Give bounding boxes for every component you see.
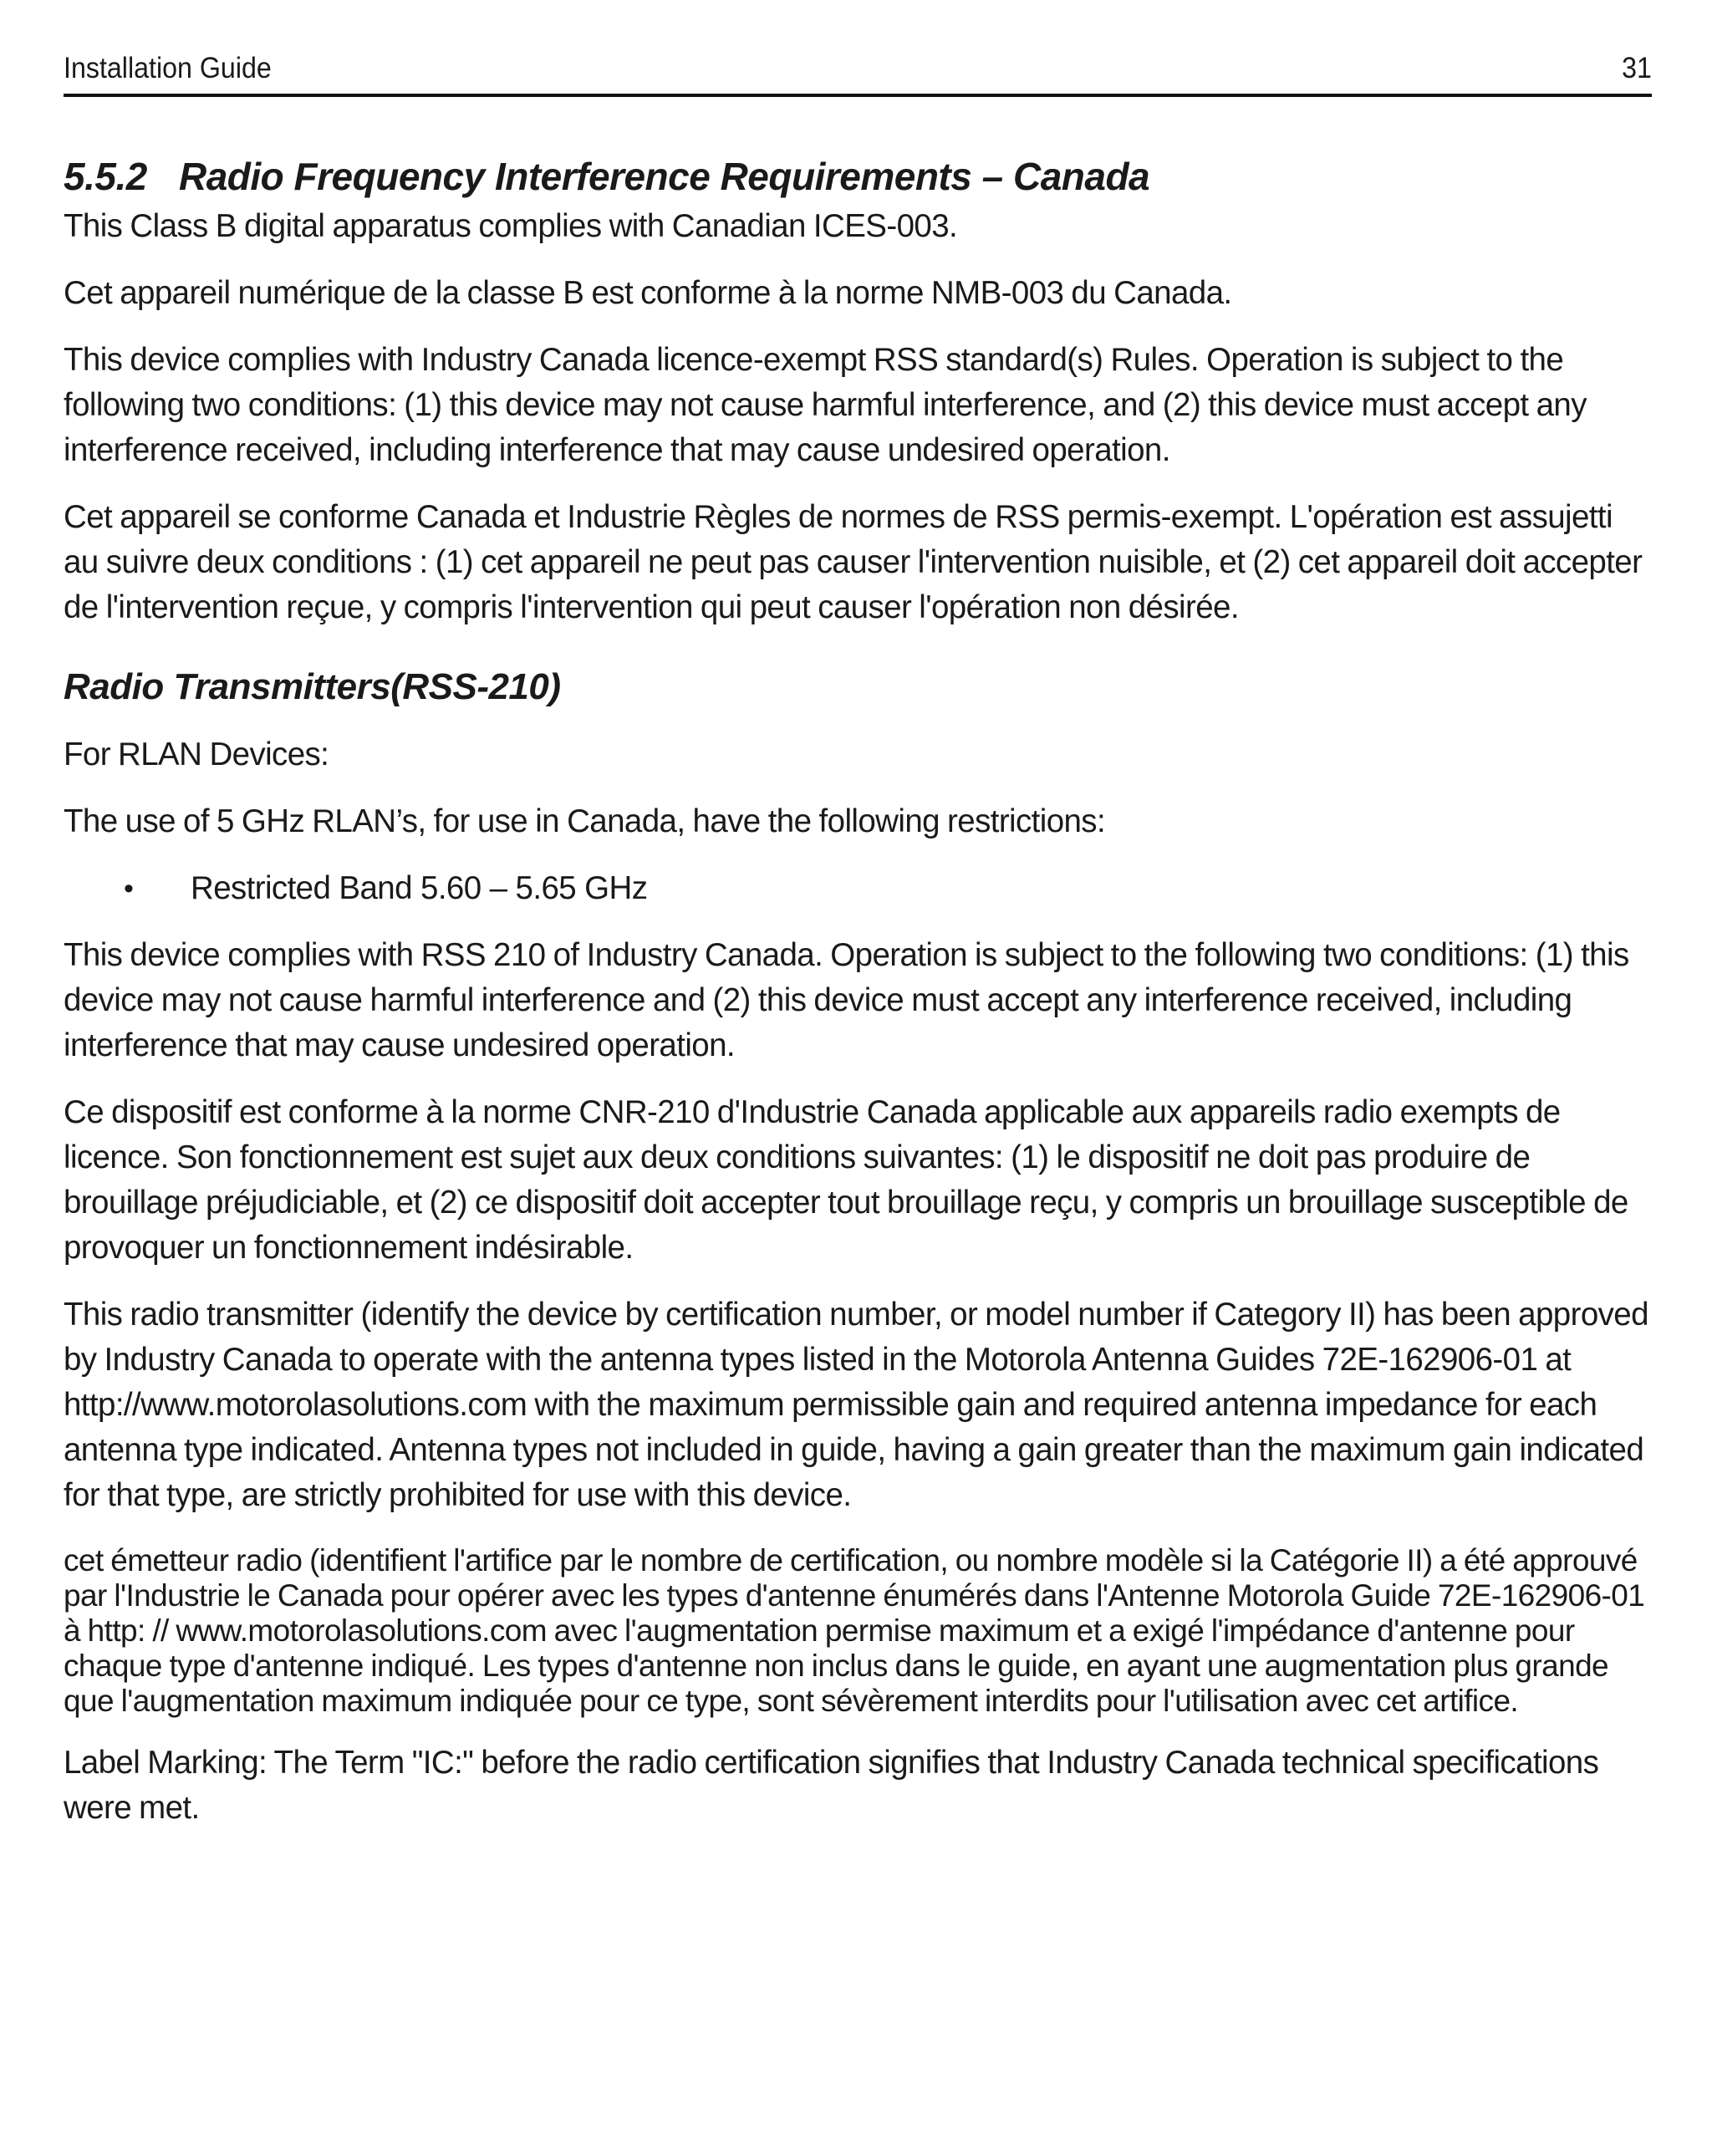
subsection-heading: Radio Transmitters(RSS-210) (64, 666, 561, 707)
paragraph-rss-exempt-english: This device complies with Industry Canada licence-exempt RSS standard(s) Rules. Operation is subject to the following two conditions: (1) this device may not cause harmful interference, and (2) this device must accept any interference received, including interference that may cause undesired operation. (64, 342, 1587, 468)
paragraph-rss210-french: Ce dispositif est conforme à la norme CNR-210 d'Industrie Canada applicable aux appareils radio exempts de licence. Son fonctionnement est sujet aux deux conditions suivantes: (1) le dispositif ne doit pas produire de brouillage préjudiciable, et (2) ce dispositif doit accepter tout brouillage reçu, y compris un brouillage susceptible de provoquer un fonctionnement indésirable. (64, 1094, 1628, 1266)
page-number: 31 (1622, 52, 1652, 84)
restrictions-list (64, 866, 1652, 911)
paragraph-rss210-english: This device complies with RSS 210 of Industry Canada. Operation is subject to the following two conditions: (1) this device may not cause harmful interference and (2) this device must accept any interference received, including interference that may cause undesired operation. (64, 937, 1629, 1063)
paragraph-antenna-french: cet émetteur radio (identifient l'artifice par le nombre de certification, ou nombre modèle si la Catégorie II) a été approuvé par l'Industrie le Canada pour opérer avec les types d'antenne énumérés dans l'Antenne Motorola Guide 72E-162906-01 à http: // www.motorolasolutions.com avec l'augmentation permise maximum et a exigé l'impédance d'antenne pour chaque type d'antenne indiqué. Les types d'antenne non inclus dans le guide, en ayant une augmentation plus grande que l'augmentation maximum indiquée pour ce type, sont sévèrement interdits pour l'utilisation avec cet artifice. (64, 1543, 1645, 1718)
paragraph-rlan-intro: For RLAN Devices: (64, 737, 329, 772)
paragraph-rlan-lead: The use of 5 GHz RLAN’s, for use in Canada, have the following restrictions: (64, 803, 1106, 839)
paragraph-ices-english: This Class B digital apparatus complies with Canadian ICES-003. (64, 208, 958, 244)
paragraph-label-marking: Label Marking: The Term "IC:" before the radio certification signifies that Industry Canada technical specifications were met. (64, 1745, 1599, 1826)
paragraph-ices-french: Cet appareil numérique de la classe B est conforme à la norme NMB-003 du Canada. (64, 275, 1232, 311)
list-item-text: Restricted Band 5.60 – 5.65 GHz (191, 870, 648, 906)
bullet-icon: • (124, 873, 134, 905)
list-item (64, 866, 1652, 911)
section-heading (64, 152, 1652, 201)
paragraph-rss-exempt-french: Cet appareil se conforme Canada et Industrie Règles de normes de RSS permis-exempt. L'opération est assujetti au suivre deux conditions : (1) cet appareil ne peut pas causer l'intervention nuisible, et (2) cet appareil doit accepter de l'intervention reçue, y compris l'intervention qui peut causer l'opération non désirée. (64, 499, 1643, 625)
section-number: 5.5.2 (64, 155, 147, 198)
document-title: Installation Guide (64, 52, 272, 84)
section-title: Radio Frequency Interference Requirements – Canada (179, 155, 1150, 198)
paragraph-antenna-english: This radio transmitter (identify the device by certification number, or model number if Category II) has been approved by Industry Canada to operate with the antenna types listed in the Motorola Antenna Guides 72E-162906-01 at http://www.motorolasolutions.com with the maximum permissible gain and required antenna impedance for each antenna type indicated. Antenna types not included in guide, having a gain greater than the maximum gain indicated for that type, are strictly prohibited for use with this device. (64, 1297, 1648, 1513)
document-page (64, 48, 1652, 1831)
running-header (64, 48, 1652, 97)
